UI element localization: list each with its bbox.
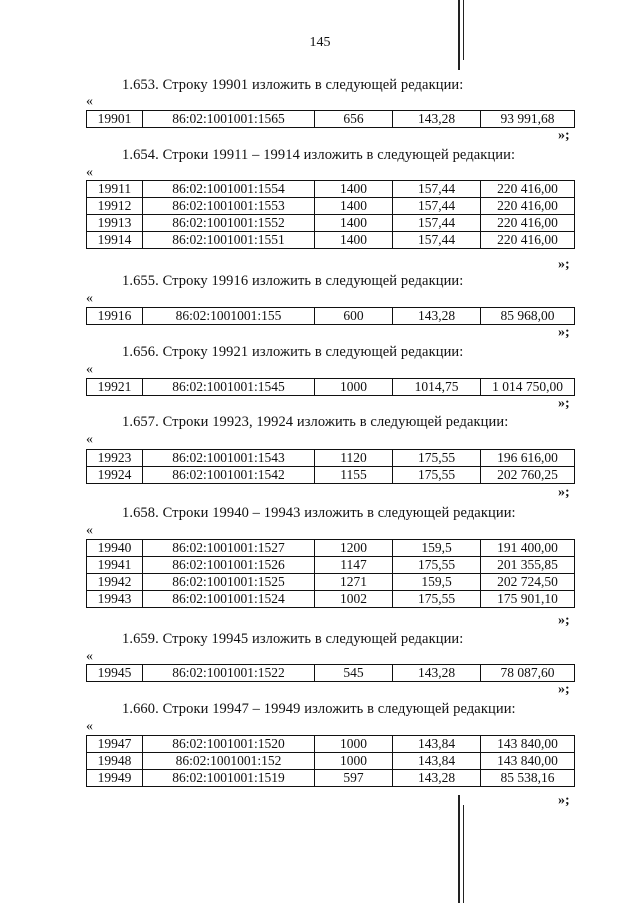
row-number-cell: 19911 (87, 181, 143, 198)
table-row (87, 215, 575, 232)
section-heading: 1.658. Строки 19940 – 19943 изложить в следующей редакции: (122, 505, 516, 521)
table-row (87, 540, 575, 557)
table-row (87, 665, 575, 682)
amount-cell: 220 416,00 (481, 198, 575, 215)
area-cell: 1000 (315, 379, 393, 396)
amount-cell: 85 538,16 (481, 770, 575, 787)
amount-cell: 202 724,50 (481, 574, 575, 591)
amount-cell: 220 416,00 (481, 181, 575, 198)
cadastral-number-cell: 86:02:1001001:1551 (143, 232, 315, 249)
amount-cell: 78 087,60 (481, 665, 575, 682)
rate-cell: 143,84 (393, 753, 481, 770)
cadastral-number-cell: 86:02:1001001:152 (143, 753, 315, 770)
area-cell: 1400 (315, 215, 393, 232)
table-row (87, 736, 575, 753)
amount-cell: 143 840,00 (481, 736, 575, 753)
open-quote: « (86, 719, 93, 734)
table-row (87, 198, 575, 215)
section-heading: 1.653. Строку 19901 изложить в следующей редакции: (122, 77, 464, 93)
table-row (87, 467, 575, 484)
close-quote: »; (558, 485, 570, 500)
cadastral-number-cell: 86:02:1001001:1552 (143, 215, 315, 232)
page-number: 145 (309, 35, 331, 50)
cadastral-number-cell: 86:02:1001001:1554 (143, 181, 315, 198)
area-cell: 545 (315, 665, 393, 682)
rate-cell: 1014,75 (393, 379, 481, 396)
cadastral-number-cell: 86:02:1001001:1542 (143, 467, 315, 484)
rate-cell: 159,5 (393, 574, 481, 591)
row-number-cell: 19942 (87, 574, 143, 591)
close-quote: »; (558, 682, 570, 697)
amount-cell: 202 760,25 (481, 467, 575, 484)
cadastral-number-cell: 86:02:1001001:1524 (143, 591, 315, 608)
amendment-table (86, 664, 575, 682)
row-number-cell: 19921 (87, 379, 143, 396)
cadastral-number-cell: 86:02:1001001:1565 (143, 111, 315, 128)
rate-cell: 175,55 (393, 467, 481, 484)
area-cell: 1200 (315, 540, 393, 557)
rate-cell: 157,44 (393, 181, 481, 198)
table-row (87, 308, 575, 325)
open-quote: « (86, 165, 93, 180)
rate-cell: 143,84 (393, 736, 481, 753)
table-row (87, 770, 575, 787)
amount-cell: 175 901,10 (481, 591, 575, 608)
rate-cell: 175,55 (393, 557, 481, 574)
area-cell: 1120 (315, 450, 393, 467)
open-quote: « (86, 523, 93, 538)
area-cell: 1002 (315, 591, 393, 608)
scan-artifact-line (463, 0, 464, 60)
open-quote: « (86, 649, 93, 664)
table-row (87, 574, 575, 591)
amendment-table (86, 449, 575, 484)
close-quote: »; (558, 396, 570, 411)
row-number-cell: 19943 (87, 591, 143, 608)
open-quote: « (86, 362, 93, 377)
cadastral-number-cell: 86:02:1001001:1522 (143, 665, 315, 682)
area-cell: 1155 (315, 467, 393, 484)
close-quote: »; (558, 325, 570, 340)
cadastral-number-cell: 86:02:1001001:155 (143, 308, 315, 325)
row-number-cell: 19924 (87, 467, 143, 484)
table-row (87, 753, 575, 770)
scan-artifact-line (458, 0, 460, 70)
table-row (87, 591, 575, 608)
amount-cell: 85 968,00 (481, 308, 575, 325)
area-cell: 1271 (315, 574, 393, 591)
row-number-cell: 19940 (87, 540, 143, 557)
cadastral-number-cell: 86:02:1001001:1527 (143, 540, 315, 557)
row-number-cell: 19923 (87, 450, 143, 467)
area-cell: 600 (315, 308, 393, 325)
area-cell: 656 (315, 111, 393, 128)
table-row (87, 379, 575, 396)
amendment-table (86, 180, 575, 249)
row-number-cell: 19914 (87, 232, 143, 249)
open-quote: « (86, 291, 93, 306)
table-row (87, 181, 575, 198)
table-row (87, 232, 575, 249)
amendment-table (86, 378, 575, 396)
area-cell: 1400 (315, 198, 393, 215)
row-number-cell: 19948 (87, 753, 143, 770)
amendment-table (86, 735, 575, 787)
section-heading: 1.655. Строку 19916 изложить в следующей редакции: (122, 273, 464, 289)
amount-cell: 201 355,85 (481, 557, 575, 574)
amendment-table (86, 539, 575, 608)
rate-cell: 157,44 (393, 198, 481, 215)
scan-artifact-line (458, 795, 460, 903)
area-cell: 1000 (315, 753, 393, 770)
cadastral-number-cell: 86:02:1001001:1519 (143, 770, 315, 787)
amendment-table (86, 307, 575, 325)
close-quote: »; (558, 128, 570, 143)
amount-cell: 93 991,68 (481, 111, 575, 128)
row-number-cell: 19901 (87, 111, 143, 128)
table-row (87, 111, 575, 128)
rate-cell: 143,28 (393, 665, 481, 682)
rate-cell: 143,28 (393, 308, 481, 325)
section-heading: 1.654. Строки 19911 – 19914 изложить в следующей редакции: (122, 147, 516, 163)
amount-cell: 191 400,00 (481, 540, 575, 557)
area-cell: 1400 (315, 232, 393, 249)
table-row (87, 557, 575, 574)
cadastral-number-cell: 86:02:1001001:1520 (143, 736, 315, 753)
rate-cell: 175,55 (393, 591, 481, 608)
cadastral-number-cell: 86:02:1001001:1525 (143, 574, 315, 591)
amount-cell: 143 840,00 (481, 753, 575, 770)
amount-cell: 220 416,00 (481, 232, 575, 249)
section-heading: 1.657. Строки 19923, 19924 изложить в следующей редакции: (122, 414, 509, 430)
cadastral-number-cell: 86:02:1001001:1543 (143, 450, 315, 467)
amount-cell: 220 416,00 (481, 215, 575, 232)
amendment-table (86, 110, 575, 128)
row-number-cell: 19941 (87, 557, 143, 574)
table-row (87, 450, 575, 467)
cadastral-number-cell: 86:02:1001001:1553 (143, 198, 315, 215)
open-quote: « (86, 432, 93, 447)
cadastral-number-cell: 86:02:1001001:1526 (143, 557, 315, 574)
rate-cell: 159,5 (393, 540, 481, 557)
open-quote: « (86, 94, 93, 109)
section-heading: 1.656. Строку 19921 изложить в следующей редакции: (122, 344, 464, 360)
row-number-cell: 19949 (87, 770, 143, 787)
row-number-cell: 19945 (87, 665, 143, 682)
rate-cell: 175,55 (393, 450, 481, 467)
rate-cell: 157,44 (393, 215, 481, 232)
area-cell: 1147 (315, 557, 393, 574)
scan-artifact-line (463, 805, 464, 903)
rate-cell: 143,28 (393, 111, 481, 128)
row-number-cell: 19913 (87, 215, 143, 232)
area-cell: 1400 (315, 181, 393, 198)
amount-cell: 1 014 750,00 (481, 379, 575, 396)
amount-cell: 196 616,00 (481, 450, 575, 467)
close-quote: »; (558, 257, 570, 272)
section-heading: 1.660. Строки 19947 – 19949 изложить в следующей редакции: (122, 701, 516, 717)
row-number-cell: 19947 (87, 736, 143, 753)
area-cell: 1000 (315, 736, 393, 753)
area-cell: 597 (315, 770, 393, 787)
close-quote: »; (558, 793, 570, 808)
row-number-cell: 19912 (87, 198, 143, 215)
rate-cell: 157,44 (393, 232, 481, 249)
close-quote: »; (558, 613, 570, 628)
section-heading: 1.659. Строку 19945 изложить в следующей редакции: (122, 631, 464, 647)
cadastral-number-cell: 86:02:1001001:1545 (143, 379, 315, 396)
row-number-cell: 19916 (87, 308, 143, 325)
rate-cell: 143,28 (393, 770, 481, 787)
